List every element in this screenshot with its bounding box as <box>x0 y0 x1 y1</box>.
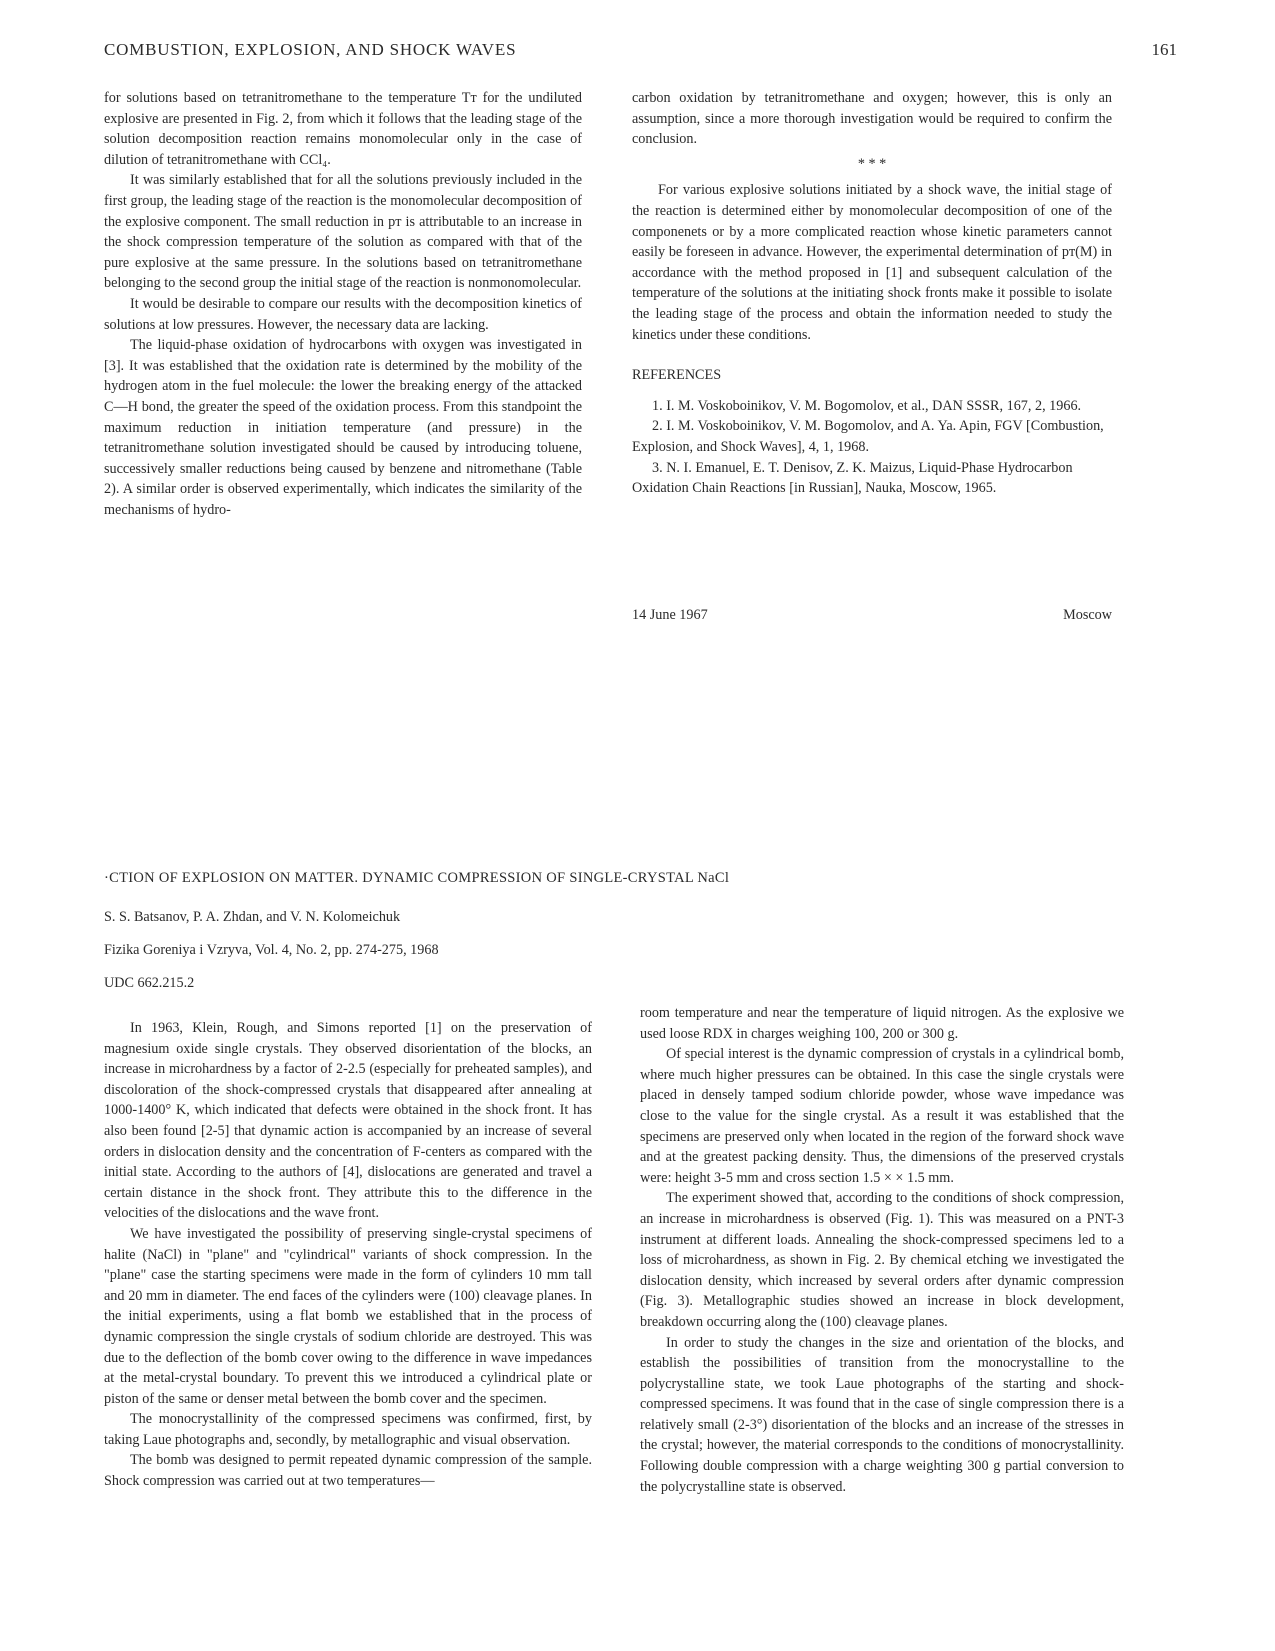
journal-title: COMBUSTION, EXPLOSION, AND SHOCK WAVES <box>104 40 517 59</box>
dateline <box>632 607 1112 624</box>
paragraph: In order to study the changes in the size and orientation of the blocks, and establish the possibilities of transition from the monocrystalline to the polycrystalline state, we took Laue photographs of the starting and shock-compressed specimens. It was found that in the case of single compression there is a relatively small (2-3°) disorientation of the blocks and an increase of the stresses in the crystal; however, the material corresponds to the conditions of monocrystallinity. Following double compression with a charge weighting 300 g partial conversion to the polycrystalline state is observed. <box>640 1334 1124 1495</box>
paragraph: In 1963, Klein, Rough, and Simons reported [1] on the preservation of magnesium oxide single crystals. They observed disorientation of the blocks, an increase in microhardness by a factor of 2-2.5 (especially for preheated samples), and discoloration of the shock-compressed crystals that disappeared after annealing at 1000-1400° K, which indicated that defects were obtained in the shock front. It has also been found [2-5] that dynamic action is accompanied by an increase of several orders in dislocation density and the concentration of F-centers as compared with the initial state. According to the authors of [4], dislocations are generated and travel a certain distance in the shock front. They attribute this to the difference in the velocities of the dislocations and the wave front. <box>104 1020 592 1222</box>
paragraph: We have investigated the possibility of preserving single-crystal specimens of halite (NaCl) in "plane" and "cylindrical" variants of shock compression. In the "plane" case the starting specimens were made in the form of cylinders 10 mm tall and 20 mm in diameter. The end faces of the cylinders were (100) cleavage planes. In the initial experiments, using a flat bomb we established that in the process of dynamic compression the single crystals of sodium chloride are destroyed. This was due to the deflection of the bomb cover owing to the difference in wave impedances at the metal-crystal boundary. To prevent this we introduced a cylindrical plate or piston of the same or denser metal between the bomb cover and the specimen. <box>104 1225 592 1407</box>
paragraph: The monocrystallinity of the compressed specimens was confirmed, first, by taking Laue photographs and, secondly, by metallographic and visual observation. <box>104 1411 592 1448</box>
paragraph: Of special interest is the dynamic compression of crystals in a cylindrical bomb, where much higher pressures can be obtained. In this case the single crystals were placed in densely tamped sodium chloride powder, whose wave impedance was close to the value for the single crystal. As a result it was established that the specimens are preserved only when located in the region of the forward shock wave and at the greatest packing density. Thus, the dimensions of the preserved crystals were: height 3-5 mm and cross section 1.5 × × 1.5 mm. <box>640 1046 1124 1186</box>
paragraph: The liquid-phase oxidation of hydrocarbons with oxygen was investigated in [3]. It was established that the oxidation rate is determined by the mobility of the hydrogen atom in the fuel molecule: the lower the breaking energy of the attacked C—H bond, the greater the speed of the oxidation process. From this standpoint the maximum reduction in initiation temperature (and pressure) in the tetranitromethane solution investigated should be caused by introducing toluene, successively smaller reductions being caused by benzene and nitromethane (Table 2). A similar order is observed experimentally, which indicates the similarity of the mechanisms of hydro- <box>104 337 582 518</box>
top-left-column <box>104 88 582 520</box>
top-right-column <box>632 88 1112 499</box>
place: Moscow <box>1063 607 1112 623</box>
paragraph: It was similarly established that for all the solutions previously included in the first group, the leading stage of the reaction is the monomolecular decomposition of the explosive component. The small reduction in pᴛ is attributable to an increase in the shock compression temperature of the solution as compared with that of the pure explosive at the same pressure. In the solutions based on tetranitromethane belonging to the second group the initial stage of the reaction is nonmonomolecular. <box>104 172 582 292</box>
reference-item: 1. I. M. Voskoboinikov, V. M. Bogomolov, et al., DAN SSSR, 167, 2, 1966. <box>652 397 1082 414</box>
reference-item: 2. I. M. Voskoboinikov, V. M. Bogomolov, and A. Ya. Apin, FGV [Combustion, Explosion, and Shock Waves], 4, 1, 1968. <box>632 418 1104 455</box>
reference-list <box>632 396 1112 499</box>
paragraph: for solutions based on tetranitromethane to the temperature Tᴛ for the undiluted explosive are presented in Fig. 2, from which it follows that the leading stage of the solution decomposition reaction remains monomolecular only in the case of dilution of tetranitromethane with CCl₄. <box>104 90 582 168</box>
article-title: ·CTION OF EXPLOSION ON MATTER. DYNAMIC COMPRESSION OF SINGLE-CRYSTAL NaCl <box>104 870 730 886</box>
date: 14 June 1967 <box>632 607 708 623</box>
section-separator: * * * <box>857 155 887 172</box>
paragraph: For various explosive solutions initiated by a shock wave, the initial stage of the reaction is determined either by monomolecular decomposition of one of the componenets or by a more complicated reaction whose kinetic parameters cannot easily be foreseen in advance. However, the experimental determination of pᴛ(M) in accordance with the method proposed in [1] and subsequent calculation of the temperature of the solutions at the initiating shock fronts make it possible to isolate the leading stage of the process and obtain the information needed to study the kinetics under these conditions. <box>632 182 1112 343</box>
paragraph: carbon oxidation by tetranitromethane and oxygen; however, this is only an assumption, since a more thorough investigation would be required to confirm the conclusion. <box>632 90 1112 148</box>
udc-code: UDC 662.215.2 <box>104 975 195 991</box>
reference-item: 3. N. I. Emanuel, E. T. Denisov, Z. K. Maizus, Liquid-Phase Hydrocarbon Oxidation Chain Reactions [in Russian], Nauka, Moscow, 1965. <box>632 459 1073 497</box>
bottom-right-column <box>640 1003 1124 1497</box>
page-number: 161 <box>1151 40 1177 59</box>
paragraph: The bomb was designed to permit repeated dynamic compression of the sample. Shock compression was carried out at two temperatures— <box>104 1452 592 1490</box>
paragraph: The experiment showed that, according to the conditions of shock compression, an increase in microhardness is observed (Fig. 1). This was measured on a PNT-3 instrument at different loads. Annealing the shock-compressed specimens led to a loss of microhardness, as shown in Fig. 2. By chemical etching we investigated the dislocation density, which increased by several orders after dynamic compression (Fig. 3). Metallographic studies showed an increase in block development, breakdown occurring along the (100) cleavage planes. <box>640 1190 1124 1330</box>
bottom-left-column <box>104 1018 592 1492</box>
article-source: Fizika Goreniya i Vzryva, Vol. 4, No. 2, pp. 274-275, 1968 <box>104 942 439 958</box>
article-authors: S. S. Batsanov, P. A. Zhdan, and V. N. Kolomeichuk <box>104 909 401 925</box>
references-heading: REFERENCES <box>632 367 722 384</box>
paragraph: room temperature and near the temperature of liquid nitrogen. As the explosive we used loose RDX in charges weighing 100, 200 or 300 g. <box>640 1005 1124 1042</box>
running-header <box>104 40 1177 70</box>
paragraph: It would be desirable to compare our results with the decomposition kinetics of solutions at low pressures. However, the necessary data are lacking. <box>104 295 582 333</box>
